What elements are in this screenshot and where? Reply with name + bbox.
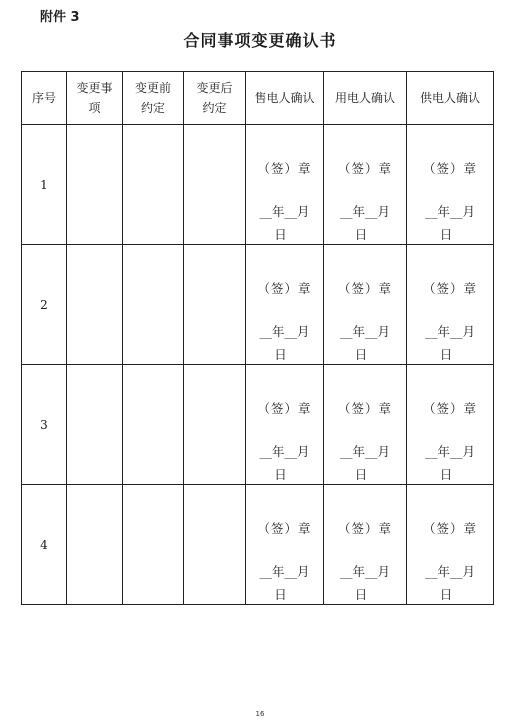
user-confirm-cell[interactable] bbox=[324, 125, 407, 245]
signature-stamp-label: （签）章 bbox=[422, 521, 477, 536]
before-cell[interactable] bbox=[123, 125, 184, 245]
date-year-month-label: __年__月 bbox=[424, 564, 475, 579]
change-item-cell[interactable] bbox=[67, 245, 123, 365]
user-confirm-cell[interactable] bbox=[324, 365, 407, 485]
date-day-label: 日 bbox=[439, 347, 453, 362]
user-confirm-cell[interactable] bbox=[324, 245, 407, 365]
row-seq: 3 bbox=[22, 365, 67, 485]
seller-confirm-cell[interactable] bbox=[246, 245, 324, 365]
date-year-month-label: __年__月 bbox=[339, 204, 390, 219]
seller-confirm-cell[interactable] bbox=[246, 125, 324, 245]
date-day-label: 日 bbox=[274, 587, 287, 602]
after-cell[interactable] bbox=[184, 485, 246, 605]
header-user-confirm: 用电人确认 bbox=[324, 72, 407, 125]
attachment-label: 附件 3 bbox=[40, 10, 80, 25]
date-year-month-label: __年__月 bbox=[424, 204, 475, 219]
change-item-cell[interactable] bbox=[67, 125, 123, 245]
signature-stamp-label: （签）章 bbox=[337, 281, 392, 296]
signature-stamp-label: （签）章 bbox=[257, 401, 312, 416]
date-year-month-label: __年__月 bbox=[424, 444, 475, 459]
after-cell[interactable] bbox=[184, 365, 246, 485]
signature-stamp-label: （签）章 bbox=[422, 401, 477, 416]
signature-stamp-label: （签）章 bbox=[422, 281, 477, 296]
date-day-label: 日 bbox=[354, 587, 368, 602]
date-day-label: 日 bbox=[274, 347, 287, 362]
page-number: 16 bbox=[255, 710, 265, 718]
date-year-month-label: __年__月 bbox=[259, 324, 310, 339]
before-cell[interactable] bbox=[123, 245, 184, 365]
seller-confirm-cell[interactable] bbox=[246, 365, 324, 485]
date-day-label: 日 bbox=[274, 227, 287, 242]
after-cell[interactable] bbox=[184, 245, 246, 365]
change-confirmation-table bbox=[21, 71, 494, 605]
header-change-item: 变更事 项 bbox=[67, 72, 123, 125]
supplier-confirm-cell[interactable] bbox=[407, 365, 494, 485]
date-day-label: 日 bbox=[354, 227, 368, 242]
signature-stamp-label: （签）章 bbox=[337, 161, 392, 176]
header-supplier-confirm: 供电人确认 bbox=[407, 72, 494, 125]
date-year-month-label: __年__月 bbox=[339, 324, 390, 339]
user-confirm-cell[interactable] bbox=[324, 485, 407, 605]
seller-confirm-cell[interactable] bbox=[246, 485, 324, 605]
supplier-confirm-cell[interactable] bbox=[407, 245, 494, 365]
date-year-month-label: __年__月 bbox=[339, 444, 390, 459]
date-day-label: 日 bbox=[354, 347, 368, 362]
date-year-month-label: __年__月 bbox=[259, 444, 310, 459]
signature-stamp-label: （签）章 bbox=[257, 281, 312, 296]
date-day-label: 日 bbox=[439, 227, 453, 242]
date-day-label: 日 bbox=[439, 467, 453, 482]
table-row bbox=[22, 125, 494, 245]
table-row bbox=[22, 365, 494, 485]
signature-stamp-label: （签）章 bbox=[257, 161, 312, 176]
supplier-confirm-cell[interactable] bbox=[407, 125, 494, 245]
header-after: 变更后 约定 bbox=[184, 72, 246, 125]
row-seq: 2 bbox=[22, 245, 67, 365]
change-item-cell[interactable] bbox=[67, 365, 123, 485]
supplier-confirm-cell[interactable] bbox=[407, 485, 494, 605]
date-year-month-label: __年__月 bbox=[424, 324, 475, 339]
table-row bbox=[22, 485, 494, 605]
header-seq: 序号 bbox=[22, 72, 67, 125]
change-item-cell[interactable] bbox=[67, 485, 123, 605]
signature-stamp-label: （签）章 bbox=[257, 521, 312, 536]
before-cell[interactable] bbox=[123, 485, 184, 605]
row-seq: 4 bbox=[22, 485, 67, 605]
date-day-label: 日 bbox=[354, 467, 368, 482]
date-year-month-label: __年__月 bbox=[259, 564, 310, 579]
signature-stamp-label: （签）章 bbox=[337, 521, 392, 536]
date-year-month-label: __年__月 bbox=[339, 564, 390, 579]
header-row bbox=[22, 72, 494, 125]
header-seller-confirm: 售电人确认 bbox=[246, 72, 324, 125]
date-year-month-label: __年__月 bbox=[259, 204, 310, 219]
date-day-label: 日 bbox=[274, 467, 287, 482]
after-cell[interactable] bbox=[184, 125, 246, 245]
table-row bbox=[22, 245, 494, 365]
signature-stamp-label: （签）章 bbox=[337, 401, 392, 416]
before-cell[interactable] bbox=[123, 365, 184, 485]
document-title: 合同事项变更确认书 bbox=[183, 31, 337, 50]
row-seq: 1 bbox=[22, 125, 67, 245]
header-before: 变更前 约定 bbox=[123, 72, 184, 125]
date-day-label: 日 bbox=[439, 587, 453, 602]
signature-stamp-label: （签）章 bbox=[422, 161, 477, 176]
